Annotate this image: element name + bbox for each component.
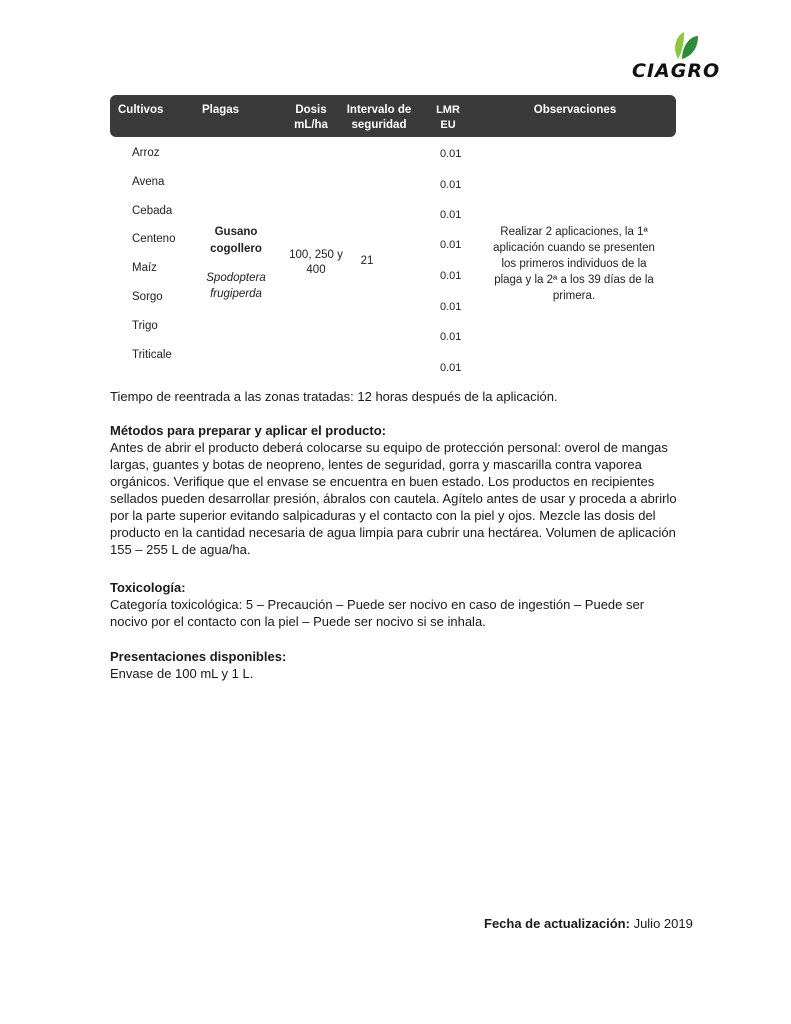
dosis-value: 100, 250 y 400 bbox=[289, 249, 343, 276]
crop-cell: Avena bbox=[132, 176, 165, 188]
header-dosis: Dosis mL/ha bbox=[294, 104, 328, 131]
lmr-cell: 0.01 bbox=[440, 270, 462, 282]
header-intervalo: Intervalo de seguridad bbox=[346, 104, 412, 131]
plaga-scientific-name: Spodoptera frugiperda bbox=[206, 272, 266, 300]
lmr-cell: 0.01 bbox=[440, 362, 462, 374]
reentrada-text: Tiempo de reentrada a las zonas tratadas: 12 horas después de la aplicación. bbox=[110, 389, 558, 404]
plaga-common-name: Gusano cogollero bbox=[210, 226, 262, 255]
table-header bbox=[110, 95, 676, 137]
lmr-cell: 0.01 bbox=[440, 301, 462, 313]
update-date-value: Julio 2019 bbox=[633, 916, 693, 931]
header-observaciones: Observaciones bbox=[533, 104, 617, 116]
crop-cell: Arroz bbox=[132, 147, 160, 159]
toxicologia-body: Categoría toxicológica: 5 – Precaución – Puede ser nocivo en caso de ingestión – Puede ser nocivo por el contacto con la piel – Puede ser nocivo si se inhala. bbox=[110, 597, 645, 629]
header-cultivos: Cultivos bbox=[118, 104, 164, 116]
brand-wordmark: CIAGRO bbox=[632, 60, 721, 82]
lmr-cell: 0.01 bbox=[440, 148, 462, 160]
metodos-body: Antes de abrir el producto deberá colocarse su equipo de protección personal: overol de mangas largas, guantes y botas de neopreno, lentes de seguridad, gorra y mascarilla contra vaporea orgánicos. Verifique que el envase se encuentra en buen estado. Los productos en recipientes sellados pueden desarrollar presión, ábralos con cautela. Agítelo antes de usar y proceda a abrirlo por la parte superior evitando salpicaduras y el contacto con la piel y ojos. Mezcle las dosis del producto en la cantidad necesaria de agua limpia para cubrir una hectárea. Volumen de aplicación 155 – 255 L de agua/ha. bbox=[110, 440, 677, 557]
header-plagas: Plagas bbox=[202, 104, 240, 116]
metodos-heading: Métodos para preparar y aplicar el producto: bbox=[110, 423, 386, 438]
lmr-cell: 0.01 bbox=[440, 239, 462, 251]
presentaciones-body: Envase de 100 mL y 1 L. bbox=[110, 666, 254, 681]
intervalo-value: 21 bbox=[360, 255, 374, 267]
crop-cell: Cebada bbox=[132, 205, 173, 217]
leaf-icon bbox=[672, 30, 700, 60]
lmr-cell: 0.01 bbox=[440, 331, 462, 343]
lmr-cell: 0.01 bbox=[440, 179, 462, 191]
header-lmr: LMR EU bbox=[436, 104, 460, 131]
update-date-label: Fecha de actualización: bbox=[484, 916, 630, 931]
observaciones-text: Realizar 2 aplicaciones, la 1ª aplicación cuando se presenten los primeros individuos de la plaga y la 2ª a los 39 días de la primera. bbox=[493, 226, 655, 302]
crop-cell: Centeno bbox=[132, 233, 176, 245]
crop-cell: Maíz bbox=[132, 262, 157, 274]
update-date bbox=[484, 916, 693, 931]
crop-cell: Triticale bbox=[132, 349, 172, 361]
crop-cell: Sorgo bbox=[132, 291, 163, 303]
presentaciones-heading: Presentaciones disponibles: bbox=[110, 649, 287, 664]
lmr-cell: 0.01 bbox=[440, 209, 462, 221]
toxicologia-heading: Toxicología: bbox=[110, 580, 186, 595]
ciagro-logo bbox=[632, 30, 740, 82]
crop-cell: Trigo bbox=[132, 320, 158, 332]
